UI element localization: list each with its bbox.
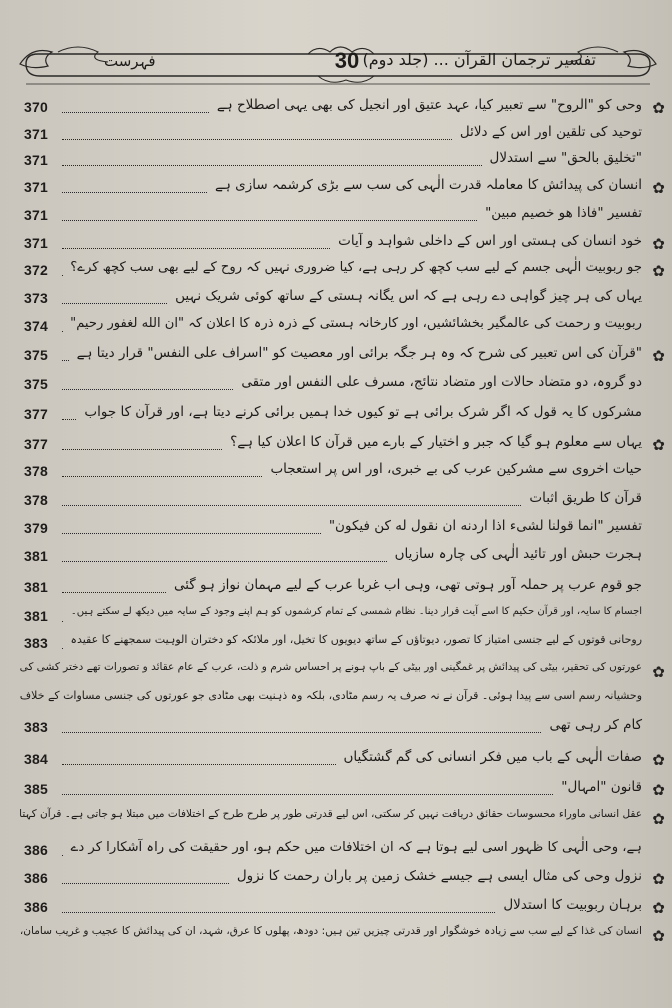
toc-entry-title: ہجرت حبش اور تائید الٰہی کی چارہ سازیاں bbox=[394, 546, 642, 562]
dot-leader bbox=[62, 732, 541, 733]
dot-leader bbox=[62, 303, 167, 304]
page-number: 30 bbox=[334, 48, 360, 73]
toc-entry-page: 381 bbox=[24, 579, 48, 595]
dot-leader bbox=[62, 592, 166, 593]
toc-entry-page: 371 bbox=[24, 207, 48, 223]
toc-entry bbox=[0, 633, 672, 657]
dot-leader bbox=[62, 248, 330, 249]
flower-bullet-icon: ✿ bbox=[652, 347, 665, 365]
flower-bullet-icon: ✿ bbox=[652, 99, 665, 117]
toc-entry-title: انسان کی پیدائش کا معاملہ قدرت الٰہی کی سب سے بڑی کرشمہ سازی ہے bbox=[215, 177, 642, 193]
toc-entry-page: 383 bbox=[24, 635, 48, 651]
toc-entry bbox=[0, 205, 672, 229]
dot-leader bbox=[62, 855, 63, 856]
toc-entry-page: 378 bbox=[24, 492, 48, 508]
toc-entry bbox=[0, 749, 672, 773]
toc-entry-title: قرآن کا طریق اثبات bbox=[529, 490, 642, 506]
toc-entry bbox=[0, 490, 672, 514]
flower-bullet-icon: ✿ bbox=[652, 781, 665, 799]
dot-leader bbox=[62, 476, 262, 477]
dot-leader bbox=[62, 165, 482, 166]
section-title: فہرست bbox=[104, 52, 156, 70]
toc-entry-page: 386 bbox=[24, 842, 48, 858]
toc-entry-title: تفسیر "انما قولنا لشیء اذا اردنه ان نقول له کن فیکون" bbox=[328, 518, 642, 534]
toc-entry-title: صفات الٰہی کے باب میں فکر انسانی کی گم گشتگیاں bbox=[343, 749, 642, 765]
toc-entry-page: 371 bbox=[24, 235, 48, 251]
dot-leader bbox=[62, 883, 229, 884]
toc-entry bbox=[0, 606, 672, 630]
toc-entry bbox=[0, 260, 672, 284]
toc-entry-title: جو قوم عرب پر حملہ آور ہوتی تھی، وہی اب غربا عرب کے لیے مہمان نواز ہو گئی bbox=[173, 577, 642, 593]
toc-entry bbox=[0, 717, 672, 741]
toc-entry-title: ربوبیت و رحمت کی عالمگیر بخشائشیں، اور کارخانہ ہستی کے ذرہ ذرہ کا اعلان کہ "ان الله لغفور رحيم" bbox=[70, 316, 642, 331]
toc-entry bbox=[0, 345, 672, 369]
toc-entry bbox=[0, 868, 672, 892]
toc-entry bbox=[0, 808, 672, 832]
toc-entry-page: 375 bbox=[24, 376, 48, 392]
dot-leader bbox=[62, 419, 76, 420]
toc-entry bbox=[0, 925, 672, 949]
toc-entry-page: 371 bbox=[24, 126, 48, 142]
toc-entry-page: 381 bbox=[24, 548, 48, 564]
toc-entry-title: عورتوں کی تحقیر، بیٹی کی پیدائش پر غمگینی اور بیٹی کے باپ ہونے پر احساس شرم و ذلت، عرب کے عام عقائد و تصورات تھے دختر کشی کی bbox=[19, 661, 642, 673]
toc-entry-title: خود انسان کی ہستی اور اس کے داخلی شواہد و آیات bbox=[338, 233, 642, 249]
toc-entry-title: نزول وحی کی مثال ایسی ہے جیسے خشک زمین پر باران رحمت کا نزول bbox=[236, 868, 642, 884]
toc-entry-page: 373 bbox=[24, 290, 48, 306]
toc-entry-page: 374 bbox=[24, 318, 48, 334]
toc-entry bbox=[0, 689, 672, 713]
toc-entry-title: "قرآن کی اس تعبیر کی شرح کہ وہ ہر جگہ برائی اور معصیت کو "اسراف علی النفس" قرار دیتا ہے bbox=[76, 345, 642, 361]
dot-leader bbox=[62, 389, 233, 390]
toc-entry-title: توحید کی تلقین اور اس کے دلائل bbox=[459, 124, 642, 140]
dot-leader bbox=[62, 139, 452, 140]
flower-bullet-icon: ✿ bbox=[652, 810, 665, 828]
toc-entry bbox=[0, 661, 672, 685]
flower-bullet-icon: ✿ bbox=[652, 663, 665, 681]
flower-bullet-icon: ✿ bbox=[652, 262, 665, 280]
toc-entry-title: عقل انسانی ماوراء محسوسات حقائق دریافت نہیں کر سکتی، اس لیے قدرتی طور پر طرح طرح کے اختلافات میں مبتلا ہو جاتی ہے۔ قرآن کہتا bbox=[19, 808, 642, 820]
toc-entry-title: جو ربوبیت الٰہی جسم کے لیے سب کچھ کر رہی ہے، کیا ضروری نہیں کہ روح کے لیے بھی سب کچھ کرے؟ bbox=[70, 260, 642, 275]
dot-leader bbox=[62, 449, 222, 450]
toc-entry bbox=[0, 150, 672, 174]
toc-entry-page: 379 bbox=[24, 520, 48, 536]
toc-entry-page: 372 bbox=[24, 262, 48, 278]
flower-bullet-icon: ✿ bbox=[652, 235, 665, 253]
book-title: تفسیر ترجمان القرآن ... (جلد دوم) bbox=[362, 50, 596, 69]
toc-entry bbox=[0, 404, 672, 428]
dot-leader bbox=[62, 505, 521, 506]
toc-entry-page: 378 bbox=[24, 463, 48, 479]
toc-entry-title: برہان ربوبیت کا استدلال bbox=[503, 897, 642, 913]
toc-entry bbox=[0, 518, 672, 542]
dot-leader bbox=[62, 912, 495, 913]
flower-bullet-icon: ✿ bbox=[652, 436, 665, 454]
dot-leader bbox=[62, 360, 69, 361]
toc-entry bbox=[0, 233, 672, 257]
flower-bullet-icon: ✿ bbox=[652, 751, 665, 769]
toc-entry bbox=[0, 897, 672, 921]
toc-entry-title: ہے، وحی الٰہی کا ظہور اسی لیے ہوتا ہے کہ ان اختلافات میں حکم ہو، اور حقیقت کی راہ آشکارا کر دے bbox=[70, 840, 642, 855]
toc-entry-page: 377 bbox=[24, 406, 48, 422]
toc-entry-page: 371 bbox=[24, 179, 48, 195]
dot-leader bbox=[62, 220, 477, 221]
toc-entry-page: 383 bbox=[24, 719, 48, 735]
dot-leader bbox=[62, 764, 336, 765]
toc-entry-title: یہاں کی ہر چیز گواہی دے رہی ہے کہ اس یگانہ ہستی کے ساتھ کوئی شریک نہیں bbox=[175, 288, 642, 304]
flower-bullet-icon: ✿ bbox=[652, 899, 665, 917]
toc-entry-page: 385 bbox=[24, 781, 48, 797]
toc-entry-title: وحشیانہ رسم اسی سے پیدا ہوئی۔ قرآن نے نہ صرف یہ رسم مٹادی، بلکہ وہ ذہنیت بھی مٹادی جو عورتوں کی جنسی مساوات کے خلاف bbox=[19, 689, 642, 702]
dot-leader bbox=[62, 621, 63, 622]
toc-entry-title: انسان کی غذا کے لیے سب سے زیادہ خوشگوار اور قدرتی چیزیں تین ہیں: دودھ، پھلوں کا عرق، شہد، ان کی پیدائش کا عجیب و غریب سامان، bbox=[19, 925, 642, 937]
toc-entry-title: حیات اخروی سے مشرکین عرب کی بے خبری، اور اس پر استعجاب bbox=[270, 461, 642, 477]
dot-leader bbox=[62, 561, 387, 562]
toc-entry bbox=[0, 779, 672, 803]
toc-entry bbox=[0, 374, 672, 398]
dot-leader bbox=[62, 648, 63, 649]
toc-entry bbox=[0, 288, 672, 312]
flower-bullet-icon: ✿ bbox=[652, 927, 665, 945]
toc-entry bbox=[0, 316, 672, 340]
toc-entry-page: 384 bbox=[24, 751, 48, 767]
toc-entry-title: "تخلیق بالحق" سے استدلال bbox=[489, 150, 642, 166]
toc-entry-title: دو گروہ، دو متضاد حالات اور متضاد نتائج، مسرف علی النفس اور متقی bbox=[241, 374, 642, 390]
toc-entry-page: 386 bbox=[24, 899, 48, 915]
toc-entry bbox=[0, 546, 672, 570]
toc-entry bbox=[0, 461, 672, 485]
dot-leader bbox=[62, 112, 209, 113]
toc-entry-title: مشرکوں کا یہ قول کہ اگر شرک برائی ہے تو کیوں خدا ہمیں برائی کرنے دیتا ہے، اور قرآن کا جواب bbox=[84, 404, 642, 420]
toc-entry-page: 370 bbox=[24, 99, 48, 115]
toc-entry-page: 386 bbox=[24, 870, 48, 886]
flower-bullet-icon: ✿ bbox=[652, 179, 665, 197]
toc-entry-title: اجسام کا سایہ، اور قرآن حکیم کا اسے آیت قرار دینا۔ نظام شمسی کے تمام کرشموں کو ہم اپنے وجود کے سایہ میں دیکھ لے سکتے ہیں۔ bbox=[70, 606, 642, 617]
toc-entry bbox=[0, 840, 672, 864]
toc-entry-title: روحانی قوتوں کے لیے جنسی امتیاز کا تصور، دیوتاؤں کے ساتھ دیویوں کا تخیل، اور ملائکہ کو دختران الوہیت سمجھنے کا عقیدہ bbox=[70, 633, 642, 646]
dot-leader bbox=[62, 192, 207, 193]
toc-entry-title: یہاں سے معلوم ہو گیا کہ جبر و اختیار کے بارے میں قرآن کا اعلان کیا ہے؟ bbox=[230, 434, 642, 450]
toc-entry-page: 371 bbox=[24, 152, 48, 168]
toc-entry bbox=[0, 124, 672, 148]
toc-entry-page: 377 bbox=[24, 436, 48, 452]
toc-entry-title: کام کر رہی تھی bbox=[549, 717, 642, 733]
toc-entry-page: 381 bbox=[24, 608, 48, 624]
toc-entry-title: تفسیر "فاذا هو خصيم مبين" bbox=[485, 205, 642, 221]
flower-bullet-icon: ✿ bbox=[652, 870, 665, 888]
toc-entry bbox=[0, 177, 672, 201]
toc-entry bbox=[0, 434, 672, 458]
toc-entry-page: 375 bbox=[24, 347, 48, 363]
toc-entry-title: قانون "امہال" bbox=[561, 779, 642, 795]
dot-leader bbox=[62, 794, 553, 795]
toc-entry bbox=[0, 577, 672, 601]
toc-entry-title: وحی کو "الروح" سے تعبیر کیا، عہد عتیق اور انجیل کی بھی یہی اصطلاح ہے bbox=[216, 97, 642, 113]
toc-entry bbox=[0, 97, 672, 121]
dot-leader bbox=[62, 533, 321, 534]
